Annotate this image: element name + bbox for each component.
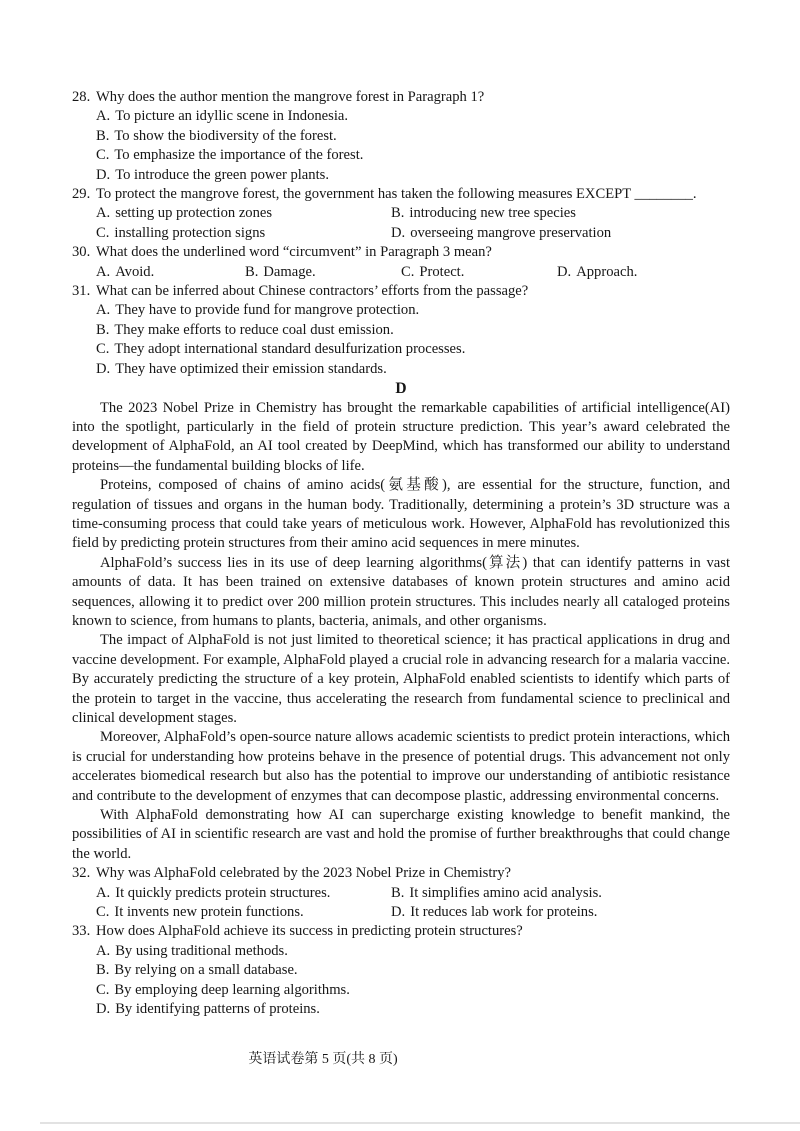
option-text: It invents new protein functions.: [114, 904, 304, 921]
question-30-stem: [72, 243, 730, 262]
option-29-d: [391, 224, 611, 243]
option-31-d: [72, 360, 730, 379]
question-31: [72, 282, 730, 379]
question-28: [72, 88, 730, 185]
option-text: By using traditional methods.: [115, 942, 288, 959]
option-33-d: [72, 1000, 730, 1019]
option-text: They make efforts to reduce coal dust emission.: [114, 321, 394, 338]
option-30-d: [557, 263, 637, 282]
option-label: B.: [96, 962, 110, 979]
option-31-a: [72, 301, 730, 320]
option-label: B.: [391, 884, 405, 901]
option-33-c: [72, 981, 730, 1000]
option-label: D.: [391, 224, 406, 241]
question-text: Why was AlphaFold celebrated by the 2023 Nobel Prize in Chemistry?: [96, 865, 512, 882]
option-label: C.: [96, 147, 110, 164]
option-label: A.: [96, 302, 111, 319]
option-29-b: [391, 204, 576, 223]
option-label: B.: [391, 205, 405, 222]
passage-paragraph-4: The impact of AlphaFold is not just limited to theoretical science; it has practical applications in drug and vaccine development. For example, AlphaFold played a crucial role in advancing research for a malaria vaccine. By accurately predicting the structure of a key protein, AlphaFold enabled scientists to identify which parts of the protein to target in the vaccine, thus accelerating the research from fundamental science to preclinical and clinical development stages.: [72, 632, 730, 726]
option-32-b: [391, 884, 602, 903]
option-text: setting up protection zones: [115, 205, 273, 222]
option-32-c: [96, 903, 391, 922]
option-30-c: [401, 263, 557, 282]
option-text: Protect.: [419, 263, 465, 280]
question-29: [72, 185, 730, 243]
question-30: [72, 243, 730, 282]
option-30-a: [96, 263, 245, 282]
option-31-c: [72, 340, 730, 359]
question-number: 32.: [72, 865, 91, 882]
option-28-b: [72, 127, 730, 146]
option-row: [72, 224, 730, 243]
option-label: C.: [96, 341, 110, 358]
option-29-a: [96, 204, 391, 223]
option-text: To show the biodiversity of the forest.: [114, 127, 337, 144]
option-label: A.: [96, 942, 111, 959]
option-32-a: [96, 884, 391, 903]
option-label: D.: [96, 166, 111, 183]
passage-paragraph-2: Proteins, composed of chains of amino acids(氨基酸), are essential for the structure, function, and regulation of tissues and organs in the human body. Traditionally, determining a protein’s 3D structure was a time-consuming process that could take years of meticulous work. However, AlphaFold has revolutionized this field by predicting protein structures from their amino acid sequences in mere minutes.: [72, 477, 730, 552]
option-28-d: [72, 166, 730, 185]
option-text: It reduces lab work for proteins.: [410, 904, 598, 921]
exam-page-body: [72, 88, 730, 1020]
option-label: C.: [96, 224, 110, 241]
question-32-stem: [72, 864, 730, 883]
question-text: To protect the mangrove forest, the government has taken the following measures EXCEPT ________.: [96, 186, 697, 203]
option-row: [72, 204, 730, 223]
question-number: 31.: [72, 283, 91, 300]
option-label: B.: [96, 321, 110, 338]
option-label: C.: [96, 981, 110, 998]
option-text: overseeing mangrove preservation: [410, 224, 612, 241]
option-text: To picture an idyllic scene in Indonesia.: [115, 108, 349, 125]
option-text: Avoid.: [115, 263, 155, 280]
passage-paragraph-3: AlphaFold’s success lies in its use of deep learning algorithms(算法) that can identify patterns in vast amounts of data. It has been trained on extensive databases of known protein structures and amino acid sequences, allowing it to predict over 200 million protein structures. This includes nearly all cataloged proteins known to science, from humans to plants, bacteria, animals, and other organisms.: [72, 554, 730, 629]
option-label: C.: [96, 904, 110, 921]
option-text: To introduce the green power plants.: [115, 166, 329, 183]
option-33-a: [72, 942, 730, 961]
question-number: 29.: [72, 186, 91, 203]
option-text: By identifying patterns of proteins.: [115, 1001, 320, 1018]
option-text: They have optimized their emission standards.: [115, 360, 387, 377]
question-29-stem: [72, 185, 730, 204]
option-text: By relying on a small database.: [114, 962, 298, 979]
option-row: [72, 884, 730, 903]
question-28-stem: [72, 88, 730, 107]
passage-paragraph-6: With AlphaFold demonstrating how AI can supercharge existing knowledge to benefit mankind, the possibilities of AI in scientific research are vast and hold the promise of further breakthroughs that could change the world.: [72, 807, 730, 862]
option-text: By employing deep learning algorithms.: [114, 981, 350, 998]
option-label: D.: [391, 904, 406, 921]
option-text: Damage.: [263, 263, 316, 280]
option-label: B.: [96, 127, 110, 144]
option-text: installing protection signs: [114, 224, 266, 241]
option-text: They have to provide fund for mangrove protection.: [115, 302, 420, 319]
question-number: 33.: [72, 923, 91, 940]
option-label: A.: [96, 108, 111, 125]
option-row: [72, 263, 730, 282]
option-label: A.: [96, 205, 111, 222]
option-28-c: [72, 146, 730, 165]
option-33-b: [72, 961, 730, 980]
option-31-b: [72, 321, 730, 340]
option-label: A.: [96, 884, 111, 901]
option-label: A.: [96, 263, 111, 280]
option-text: To emphasize the importance of the forest.: [114, 147, 364, 164]
passage-paragraph-5: Moreover, AlphaFold’s open-source nature allows academic scientists to predict protein interactions, which is crucial for understanding how proteins behave in the presence of potential drugs. This advancement not only accelerates biomedical research but also has the potential to improve our understanding of antibiotic resistance and contribute to the development of enzymes that can decompose plastic, addressing environmental concerns.: [72, 729, 730, 804]
question-32: [72, 864, 730, 922]
option-text: introducing new tree species: [409, 205, 576, 222]
passage-paragraph-1: The 2023 Nobel Prize in Chemistry has brought the remarkable capabilities of artificial intelligence(AI) into the spotlight, particularly in the field of protein structure prediction. This year’s award celebrated the development of AlphaFold, an AI tool created by DeepMind, which has transformed our ability to understand proteins—the fundamental building blocks of life.: [72, 399, 730, 474]
option-label: B.: [245, 263, 259, 280]
option-text: Approach.: [576, 263, 638, 280]
question-number: 28.: [72, 89, 91, 105]
question-text: How does AlphaFold achieve its success in predicting protein structures?: [96, 923, 523, 940]
passage-section-label: D: [395, 380, 407, 398]
option-label: D.: [96, 360, 111, 377]
question-text: What does the underlined word “circumvent” in Paragraph 3 mean?: [96, 244, 492, 261]
question-31-stem: [72, 282, 730, 301]
option-label: C.: [401, 263, 415, 280]
option-row: [72, 903, 730, 922]
option-32-d: [391, 903, 597, 922]
page-footer: 英语试卷第 5 页(共 8 页): [248, 1052, 398, 1067]
question-33-stem: [72, 922, 730, 941]
question-33: [72, 922, 730, 1019]
option-text: They adopt international standard desulfurization processes.: [114, 341, 466, 358]
option-label: D.: [96, 1001, 111, 1018]
scan-edge-line: [40, 1122, 800, 1124]
option-text: It simplifies amino acid analysis.: [409, 884, 602, 901]
option-30-b: [245, 263, 401, 282]
option-29-c: [96, 224, 391, 243]
option-label: D.: [557, 263, 572, 280]
question-text: What can be inferred about Chinese contractors’ efforts from the passage?: [96, 283, 529, 300]
question-number: 30.: [72, 244, 91, 261]
question-text: Why does the author mention the mangrove forest in Paragraph 1?: [96, 89, 485, 105]
option-text: It quickly predicts protein structures.: [115, 884, 331, 901]
option-28-a: [72, 107, 730, 126]
